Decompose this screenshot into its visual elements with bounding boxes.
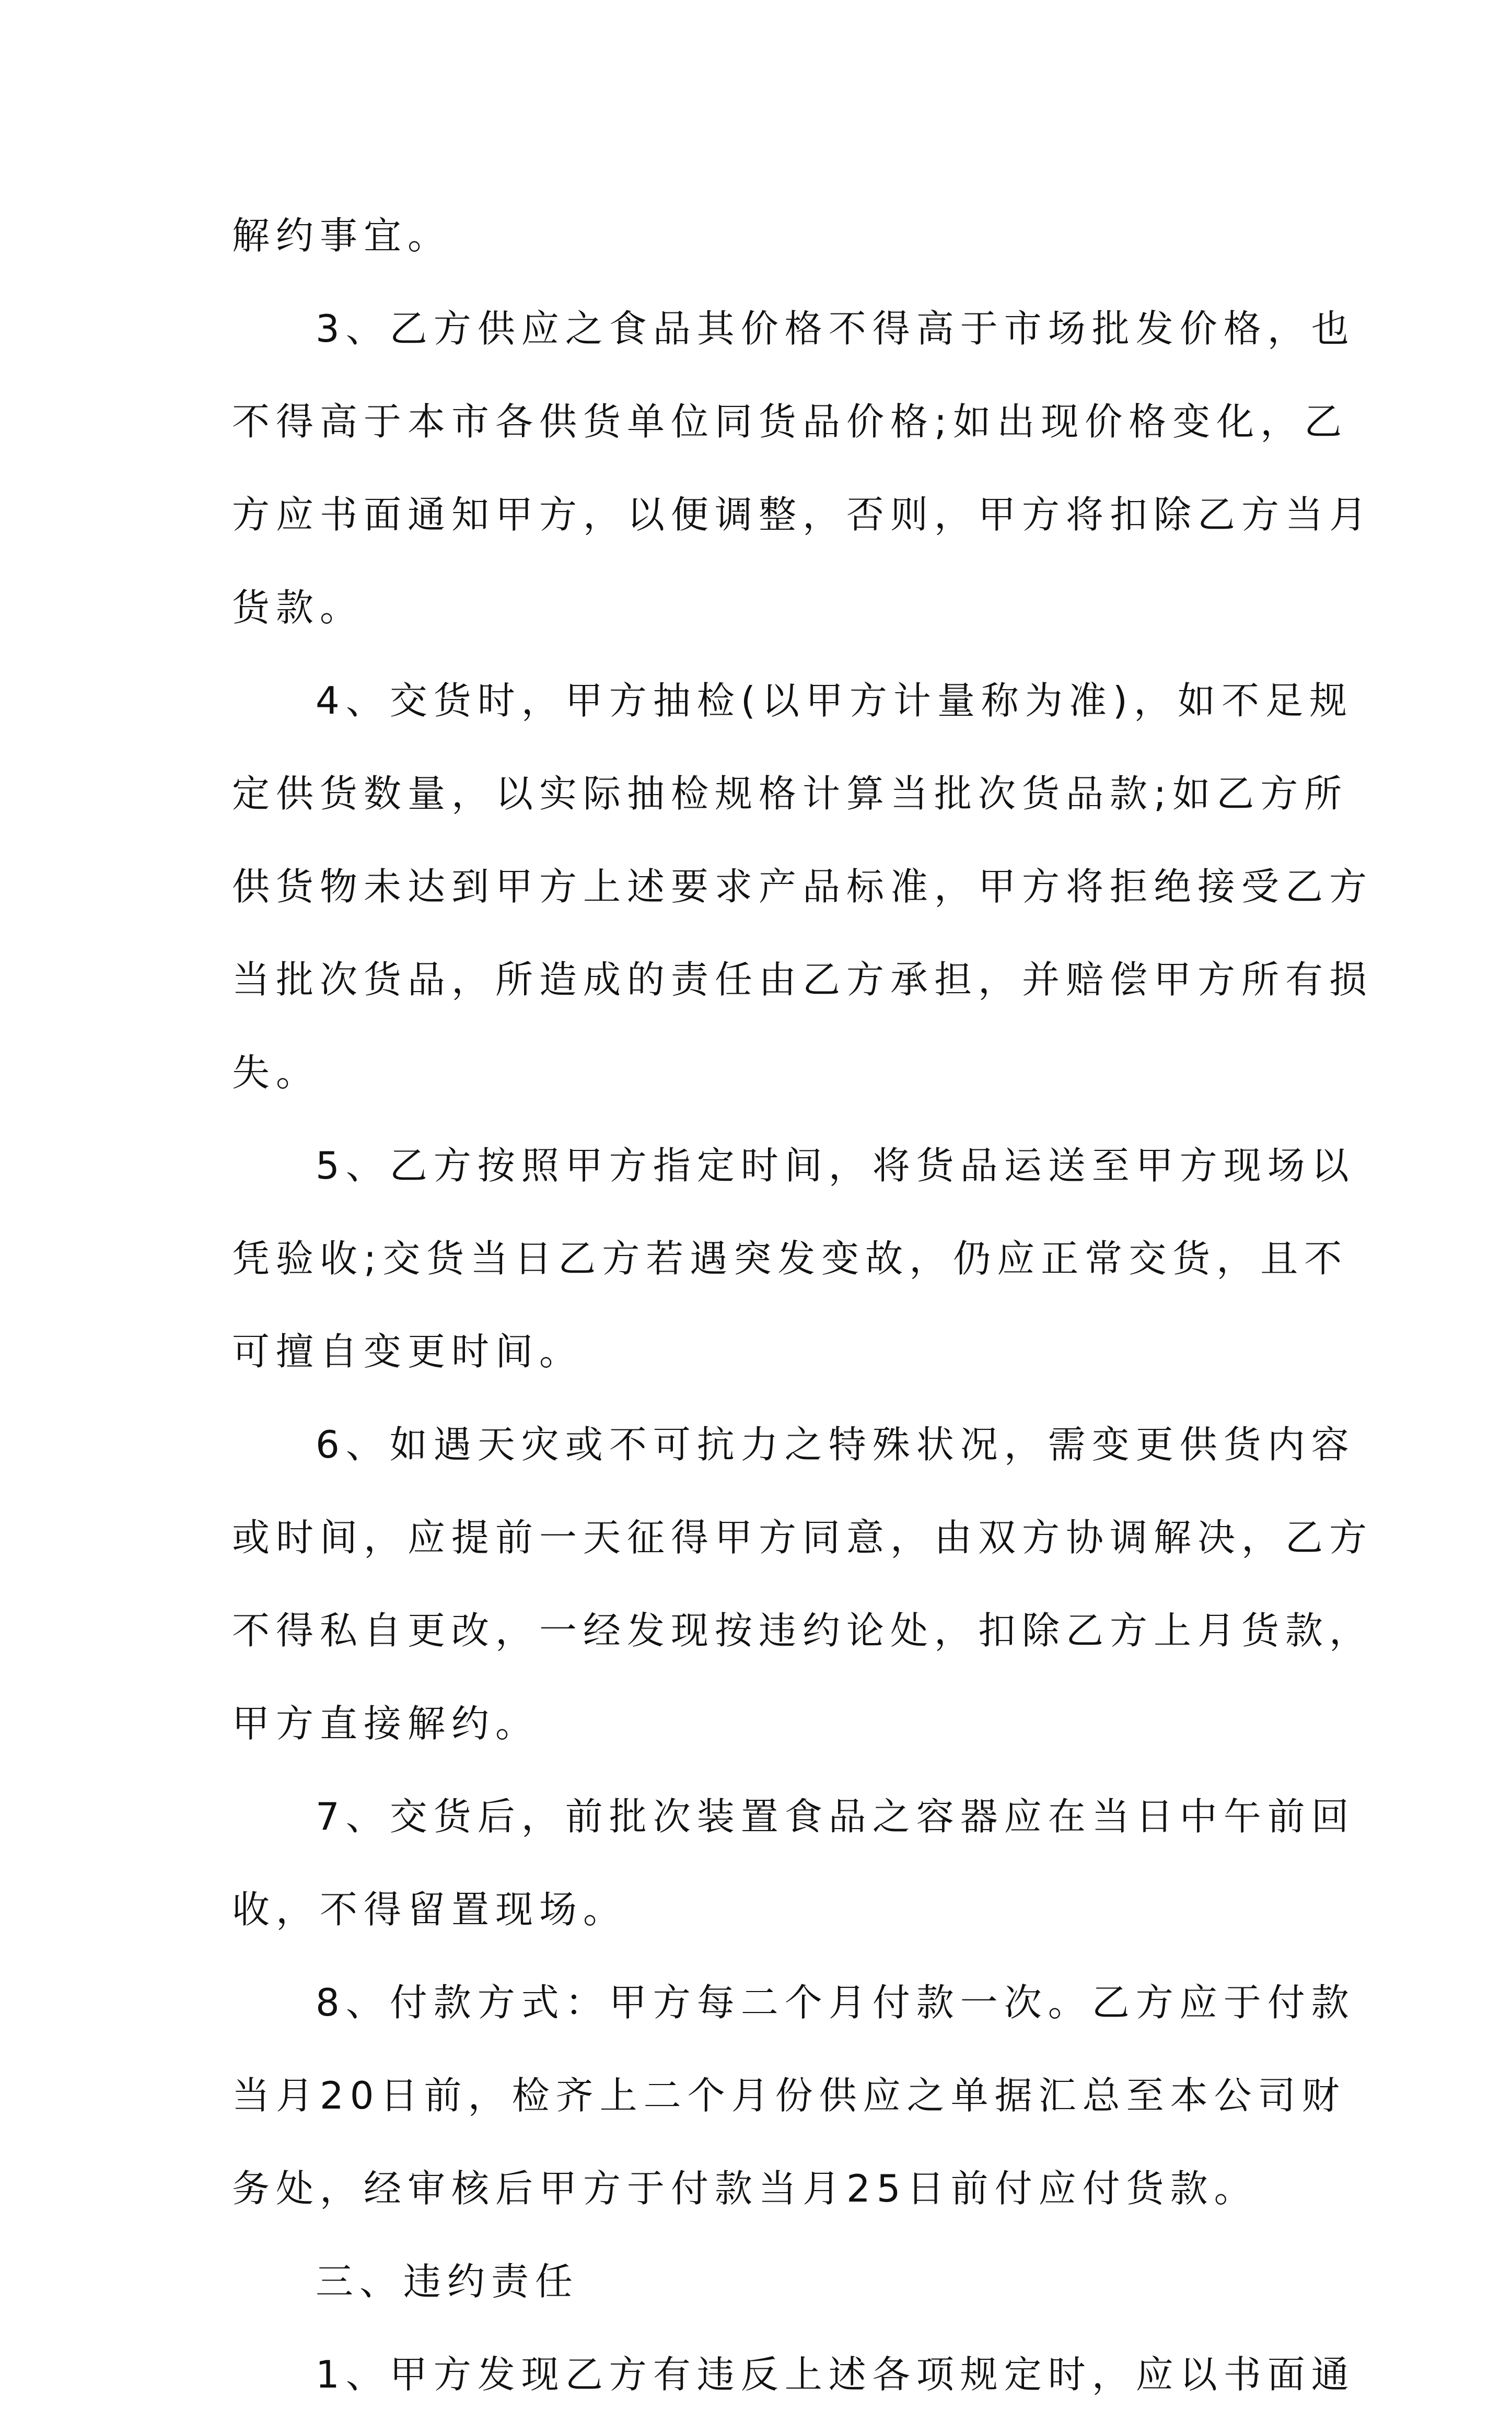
text-line: 货款。 (232, 586, 364, 630)
contract-text-block (232, 189, 1374, 2421)
text-line: 8、付款方式：甲方每二个月付款一次。乙方应于付款 (316, 1981, 1355, 2024)
text-line: 务处，经审核后甲方于付款当月25日前付应付货款。 (232, 2167, 1258, 2210)
text-line: 定供货数量，以实际抽检规格计算当批次货品款;如乙方所 (232, 772, 1348, 816)
text-line: 4、交货时，甲方抽检(以甲方计量称为准)，如不足规 (316, 679, 1353, 723)
text-line: 甲方直接解约。 (232, 1702, 540, 1745)
text-line: 凭验收;交货当日乙方若遇突发变故，仍应正常交货，且不 (232, 1237, 1348, 1281)
text-line: 不得私自更改，一经发现按违约论处，扣除乙方上月货款， (232, 1609, 1374, 1652)
text-line: 6、如遇天灾或不可抗力之特殊状况，需变更供货内容 (316, 1423, 1355, 1466)
text-line: 3、乙方供应之食品其价格不得高于市场批发价格，也 (316, 307, 1355, 351)
section-heading: 三、违约责任 (316, 2260, 579, 2303)
text-line: 7、交货后，前批次装置食品之容器应在当日中午前回 (316, 1795, 1355, 1838)
text-line: 可擅自变更时间。 (232, 1330, 584, 1374)
text-line: 或时间，应提前一天征得甲方同意，由双方协调解决，乙方 (232, 1516, 1374, 1559)
text-line: 收，不得留置现场。 (232, 1888, 627, 1931)
text-line: 供货物未达到甲方上述要求产品标准，甲方将拒绝接受乙方 (232, 865, 1374, 909)
text-line: 解约事宜。 (232, 214, 452, 258)
text-line: 1、甲方发现乙方有违反上述各项规定时，应以书面通 (316, 2353, 1355, 2396)
text-line: 5、乙方按照甲方指定时间，将货品运送至甲方现场以 (316, 1144, 1355, 1188)
text-line: 当月20日前，检齐上二个月份供应之单据汇总至本公司财 (232, 2074, 1346, 2117)
text-line: 方应书面通知甲方，以便调整，否则，甲方将扣除乙方当月 (232, 493, 1374, 537)
text-line: 不得高于本市各供货单位同货品价格;如出现价格变化，乙 (232, 400, 1348, 444)
text-line: 当批次货品，所造成的责任由乙方承担，并赔偿甲方所有损 (232, 958, 1374, 1002)
text-line: 失。 (232, 1051, 320, 1095)
